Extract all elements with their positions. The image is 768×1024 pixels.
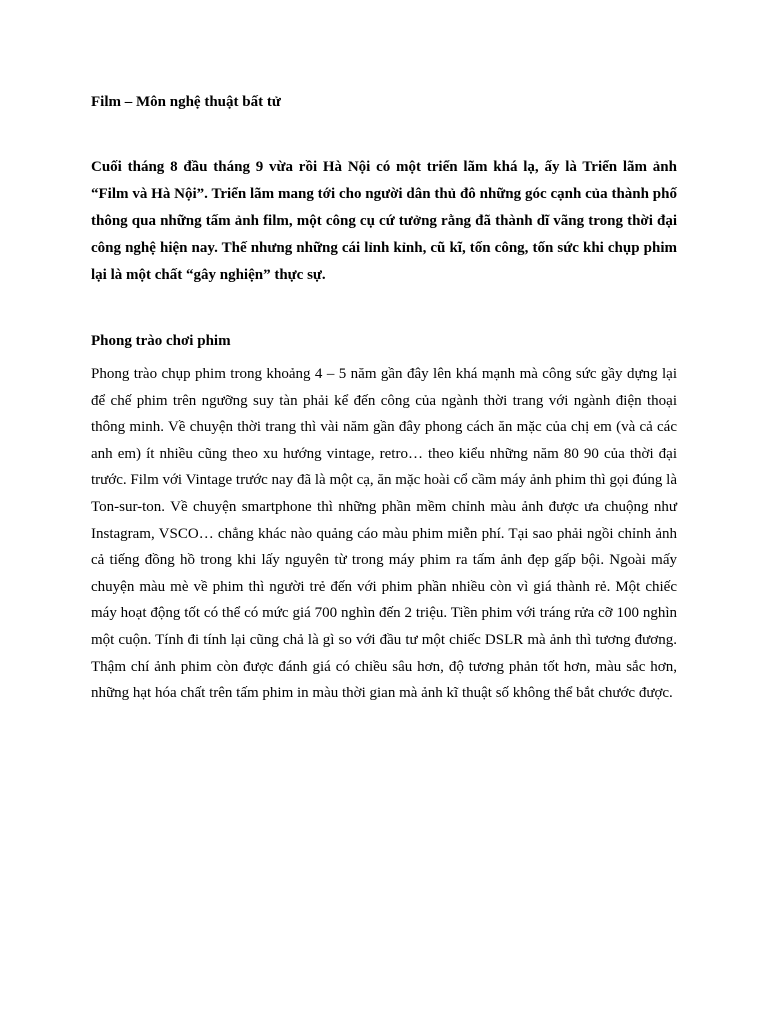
document-content — [91, 89, 677, 707]
document-title: Film – Môn nghệ thuật bất tử — [91, 94, 281, 110]
section-body-paragraph: Phong trào chụp phim trong khoảng 4 – 5 năm gần đây lên khá mạnh mà công sức gầy dựng lại để chế phim trên ngưỡng suy tàn phải kể đến công của ngành thời trang với ngành điện thoại thông minh. Về chuyện thời trang thì vài năm gần đây phong cách ăn mặc của chị em (và cả các anh em) ít nhiều cũng theo xu hướng vintage, retro… theo kiểu những năm 80 90 của thời đại trước. Film với Vintage trước nay đã là một cạ, ăn mặc hoài cổ cầm máy ảnh phim thì gọi đúng là Ton-sur-ton. Về chuyện smartphone thì những phần mềm chỉnh màu ảnh được ưa chuộng như Instagram, VSCO… chẳng khác nào quảng cáo màu phim miễn phí. Tại sao phải ngồi chỉnh ảnh cả tiếng đồng hồ trong khi lấy nguyên từ trong máy phim ra tấm ảnh đẹp gấp bội. Ngoài mấy chuyện màu mè về phim thì người trẻ đến với phim phần nhiều còn vì giá thành rẻ. Một chiếc máy hoạt động tốt có thể có mức giá 700 nghìn đến 2 triệu. Tiền phim với tráng rửa cỡ 100 nghìn một cuộn. Tính đi tính lại cũng chả là gì so với đầu tư một chiếc DSLR mà ảnh thì tương đương. Thậm chí ảnh phim còn được đánh giá có chiều sâu hơn, độ tương phản tốt hơn, màu sắc hơn, những hạt hóa chất trên tấm phim in màu thời gian mà ảnh kĩ thuật số không thể bắt chước được. — [91, 366, 677, 702]
section-heading: Phong trào chơi phim — [91, 333, 231, 349]
lead-paragraph: Cuối tháng 8 đầu tháng 9 vừa rồi Hà Nội có một triển lãm khá lạ, ấy là Triển lãm ảnh “Film và Hà Nội”. Triển lãm mang tới cho người dân thủ đô những góc cạnh của thành phố thông qua những tấm ảnh film, một công cụ cứ tưởng rằng đã thành dĩ vãng trong thời đại công nghệ hiện nay. Thế nhưng những cái lỉnh kỉnh, cũ kĩ, tốn công, tốn sức khi chụp phim lại là một chất “gây nghiện” thực sự. — [91, 159, 677, 283]
